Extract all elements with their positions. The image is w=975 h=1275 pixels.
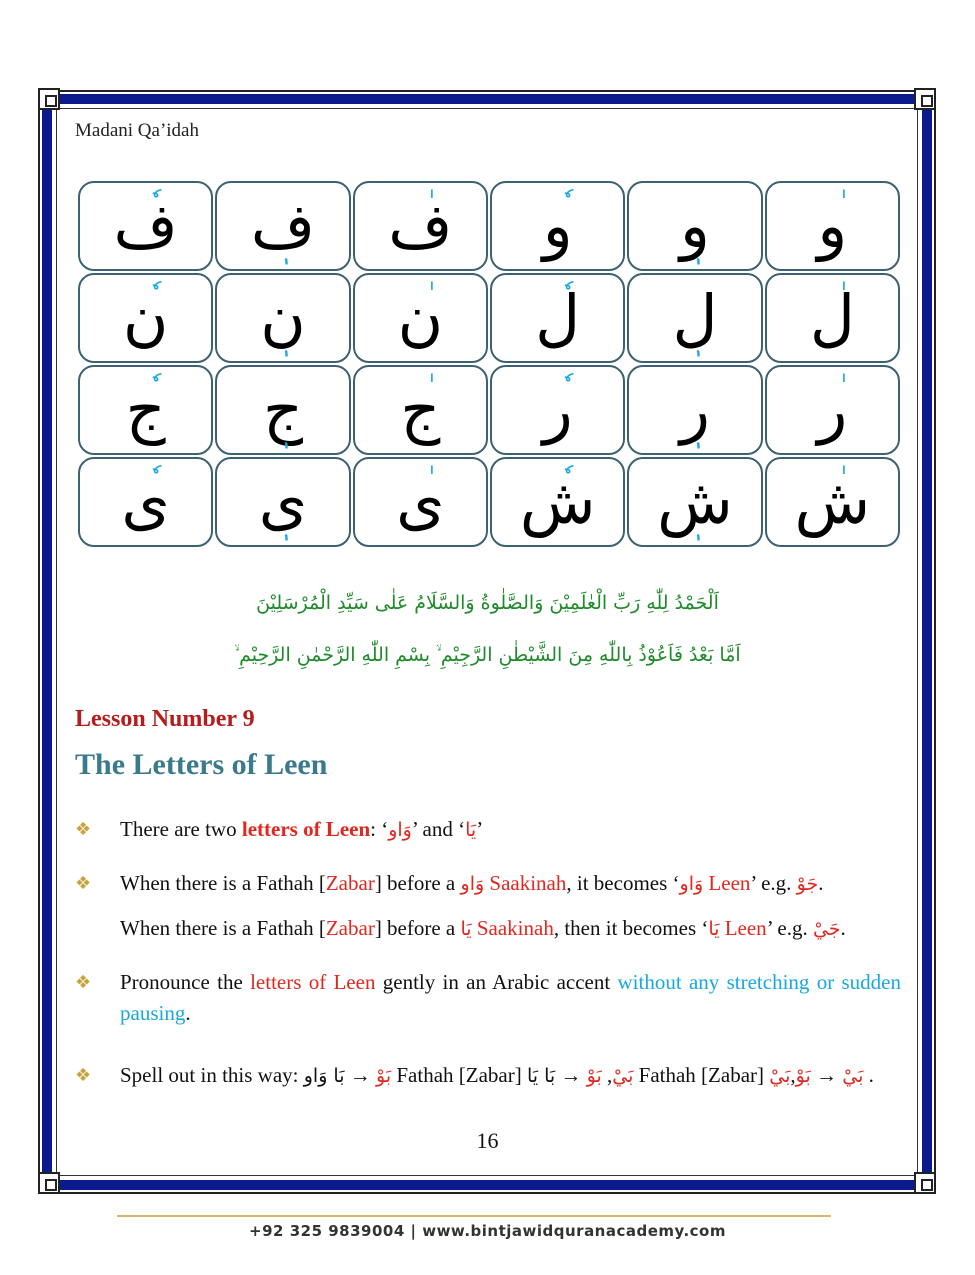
letter-cell [78,365,213,455]
letter-cell [765,457,900,547]
letter-cell [627,457,762,547]
corner-ornament-bottom-left [38,1172,60,1194]
diamond-bullet-icon: ❖ [75,819,92,840]
arabic-letter: ى [396,465,445,538]
letter-cell [627,273,762,363]
corner-ornament-top-right [914,88,936,110]
arabic-letter: ف [113,189,178,262]
letter-cell [490,457,625,547]
arabic-letter: ج [263,373,304,446]
arabic-letter: ل [535,281,581,354]
arabic-letter: ج [400,373,441,446]
letter-grid [78,181,900,547]
arabic-letter: ى [121,465,170,538]
lesson-title: The Letters of Leen [75,748,328,781]
arabic-letter: ج [125,373,166,446]
dua-line-2: اَمَّا بَعْدُ فَاَعُوْذُ بِاللّٰهِ مِنَ الشَّيْطٰنِ الرَّجِيْمِ ۙ بِسْمِ اللّٰهِ الرَّحْمٰنِ الرَّحِيْمِ ۙ [234,644,741,666]
arabic-letter: ش [657,465,733,538]
letter-cell [215,365,350,455]
letter-cell [78,457,213,547]
letter-cell [353,457,488,547]
page-number: 16 [476,1128,499,1153]
footer-contact: +92 325 9839004 | www.bintjawidquranacademy.com [249,1222,726,1240]
arabic-letter: ف [388,189,453,262]
letter-cell [215,273,350,363]
bullet-1: ❖ There are two letters of Leen: ‘وَاو’ and ‘يَا’ [75,814,901,846]
bullet-2-continuation: When there is a Fathah [Zabar] before a يَا Saakinah, then it becomes ‘يَا Leen’ e.g. جَيْ. [120,916,846,940]
bullet-4: ❖ Spell out in this way: بَوْ → بَا وَاو Fathah [Zabar] بَيْ, بَوْ → بَا يَا Fathah [Zabar] بَيْ → بَوْ,بَيْ . [75,1060,901,1092]
letter-cell [765,181,900,271]
footer-divider [117,1215,831,1217]
arabic-letter: ن [397,281,444,354]
diamond-bullet-icon: ❖ [75,1065,92,1086]
letter-cell [78,181,213,271]
letter-cell [78,273,213,363]
letter-cell [627,365,762,455]
arabic-letter: ن [122,281,169,354]
letter-cell [490,181,625,271]
arabic-letter: ل [672,281,718,354]
letter-cell [353,365,488,455]
letter-cell [215,181,350,271]
arabic-letter: ش [794,465,871,538]
arabic-letter: ر [680,373,710,446]
letter-cell [490,365,625,455]
letter-cell [215,457,350,547]
lesson-number: Lesson Number 9 [75,706,255,732]
letter-cell [353,181,488,271]
arabic-letter: ن [260,281,306,354]
letter-cell [765,365,900,455]
letter-cell [627,181,762,271]
arabic-letter: و [817,189,848,262]
letter-cell [490,273,625,363]
diamond-bullet-icon: ❖ [75,972,92,993]
corner-ornament-top-left [38,88,60,110]
arabic-letter: ر [817,373,848,446]
arabic-letter: ف [250,189,316,262]
corner-ornament-bottom-right [914,1172,936,1194]
arabic-letter: و [542,189,573,262]
arabic-letter: ش [519,465,596,538]
arabic-letter: ر [542,373,573,446]
diamond-bullet-icon: ❖ [75,873,92,894]
arabic-letter: ل [809,281,855,354]
arabic-letter: ى [258,465,308,538]
letter-cell [765,273,900,363]
arabic-letter: و [680,189,710,262]
bullet-2: ❖ When there is a Fathah [Zabar] before a وَاو Saakinah, it becomes ‘وَاو Leen’ e.g. جَوْ. [75,868,901,900]
bullet-3: ❖ Pronounce the letters of Leen gently in an Arabic accent without any stretching or sudden pausing. [75,967,901,1029]
book-title: Madani Qa’idah [75,120,199,141]
dua-line-1: اَلْحَمْدُ لِلّٰهِ رَبِّ الْعٰلَمِيْنَ وَالصَّلٰوةُ وَالسَّلَامُ عَلٰى سَيِّدِ الْمُرْسَلِيْنَ [256,592,719,614]
letter-cell [353,273,488,363]
